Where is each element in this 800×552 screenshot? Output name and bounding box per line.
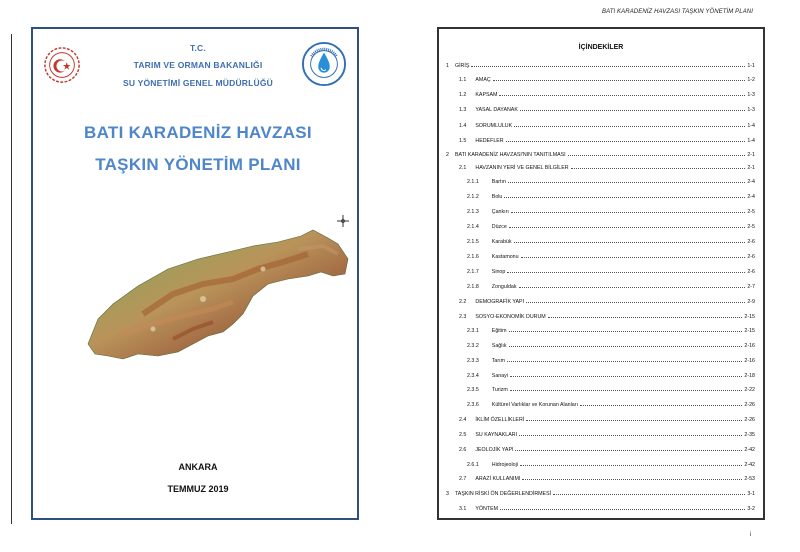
toc-entry[interactable] [467,384,755,393]
toc-entry-page: 2-15 [744,328,755,334]
toc-entry[interactable] [459,311,755,320]
toc-entry-number: 2.3.6 [467,402,479,408]
toc-entry[interactable] [459,104,755,113]
toc-entry-label: SU KAYNAKLARI [475,432,518,438]
toc-entry[interactable] [459,444,755,453]
toc-entry-page: 1-3 [747,107,755,113]
toc-entry[interactable] [467,176,755,185]
toc-entry-number: 2.1.5 [467,239,479,245]
toc-entry[interactable] [459,503,755,512]
toc-entry-page: 2-1 [747,165,755,171]
toc-entry-page: 2-5 [747,224,755,230]
toc-leader-dots [571,168,746,169]
org-line-directorate: SU YÖNETİMİ GENEL MÜDÜRLÜĞÜ [122,78,274,88]
toc-entry-label: SORUMLULUK [475,123,513,129]
toc-entry-page: 2-7 [747,284,755,290]
toc-heading: İÇİNDEKİLER [578,44,624,51]
toc-entry-page: 1-1 [747,63,755,69]
cover-title-line2: TAŞKIN YÖNETİM PLANI [95,155,301,174]
toc-entry-page: 2-42 [744,462,755,468]
ministry-emblem-icon [43,46,81,84]
toc-entry-label: DEMOGRAFİK YAPI [475,299,525,305]
toc-entry[interactable] [459,296,755,305]
toc-entry-page: 2-26 [744,402,755,408]
toc-leader-dots [568,155,746,156]
toc-entry-number: 2.1.8 [467,284,479,290]
toc-entry[interactable] [467,236,755,245]
toc-entry-page: 1-2 [747,77,755,83]
toc-entry-label: Çankırı [491,209,509,215]
toc-leader-dots [504,197,745,198]
toc-entry[interactable] [459,429,755,438]
water-directorate-seal-icon [301,41,347,87]
crosshair-cursor-icon [337,215,349,227]
toc-entry-page: 2-35 [744,432,755,438]
toc-entry-page: 2-22 [744,387,755,393]
toc-leader-dots [580,405,742,406]
toc-leader-dots [526,420,742,421]
toc-entry-label: AMAÇ [475,77,491,83]
toc-entry[interactable] [446,488,755,497]
toc-entry-page: 2-6 [747,239,755,245]
toc-entry-label: HAVZANIN YERİ VE GENEL BİLGİLER [475,165,569,171]
toc-entry-number: 2.3.4 [467,373,479,379]
toc-entry[interactable] [467,281,755,290]
toc-entry-label: Zonguldak [491,284,517,290]
toc-leader-dots [510,390,743,391]
toc-entry[interactable] [459,162,755,171]
toc-leader-dots [500,509,745,510]
toc-entry-label: TAŞKIN RİSKİ ÖN DEĞERLENDİRMESİ [454,491,552,497]
toc-entry-number: 2.1.7 [467,269,479,275]
toc-entry-number: 2.1.3 [467,209,479,215]
toc-leader-dots [509,227,746,228]
toc-entry-page: 2-16 [744,343,755,349]
toc-entry-page: 1-4 [747,138,755,144]
toc-leader-dots [511,212,745,213]
toc-entry-page: 2-16 [744,358,755,364]
toc-entry-page: 2-6 [747,254,755,260]
toc-leader-dots [507,272,745,273]
toc-entry[interactable] [467,459,755,468]
toc-entry-label: Bolu [491,194,503,200]
toc-entry-page: 2-6 [747,269,755,275]
cover-page [31,27,359,520]
toc-page [437,27,765,520]
toc-entry-number: 1 [446,63,449,69]
toc-leader-dots [548,317,743,318]
toc-entry-page: 2-15 [744,314,755,320]
toc-entry[interactable] [467,266,755,275]
toc-leader-dots [509,346,743,347]
toc-entry-page: 2-5 [747,209,755,215]
toc-entry[interactable] [467,340,755,349]
toc-entry-page: 2-1 [747,152,755,158]
toc-entry[interactable] [446,149,755,158]
toc-entry-label: Kültürel Varlıklar ve Korunan Alanları [491,402,578,408]
toc-entry-page: 3-2 [747,506,755,512]
page-number: i [750,532,752,538]
org-line-tc: T.C. [190,43,206,53]
toc-entry-page: 2-53 [744,476,755,482]
toc-entry-page: 2-42 [744,447,755,453]
toc-entry-number: 2.3.5 [467,387,479,393]
toc-entry-number: 3.1 [459,506,467,512]
toc-entry[interactable] [446,60,755,69]
toc-leader-dots [522,479,742,480]
toc-leader-dots [521,257,746,258]
toc-entry-label: GİRİŞ [454,63,470,69]
toc-leader-dots [526,302,745,303]
toc-entry-number: 2.4 [459,417,467,423]
toc-entry-label: ARAZİ KULLANIMI [475,476,521,482]
cover-date: TEMMUZ 2019 [167,484,229,494]
toc-entry-number: 1.2 [459,92,467,98]
toc-entry-number: 1.1 [459,77,467,83]
toc-entry-label: Hidrojeoloji [491,462,518,468]
toc-entry-number: 1.5 [459,138,467,144]
toc-entry[interactable] [467,191,755,200]
toc-leader-dots [493,80,746,81]
toc-leader-dots [520,110,745,111]
toc-entry-number: 2.3 [459,314,467,320]
toc-entry-number: 2.1 [459,165,467,171]
toc-entry-number: 2.1.1 [467,179,479,185]
cover-city: ANKARA [178,462,218,472]
toc-entry-page: 2-18 [744,373,755,379]
toc-entry-number: 2.7 [459,476,467,482]
toc-leader-dots [520,465,742,466]
toc-leader-dots [514,242,746,243]
toc-entry-number: 2.3.1 [467,328,479,334]
toc-entry-label: Karabük [491,239,512,245]
toc-entry-label: Tarım [491,358,506,364]
toc-leader-dots [499,95,745,96]
toc-entry-number: 2.1.4 [467,224,479,230]
toc-entry-label: YÖNTEM [475,506,499,512]
toc-entry-label: Bartın [491,179,506,185]
toc-entry-page: 2-26 [744,417,755,423]
toc-entry-number: 1.3 [459,107,467,113]
toc-entry-label: Kastamonu [491,254,519,260]
toc-entry-number: 2.1.2 [467,194,479,200]
toc-entry-label: SOSYO-EKONOMİK DURUM [475,314,546,320]
toc-entry[interactable] [459,414,755,423]
toc-entry[interactable] [467,399,755,408]
toc-leader-dots [515,450,742,451]
toc-entry-label: JEOLOJİK YAPI [475,447,514,453]
toc-leader-dots [519,287,746,288]
left-margin-rule [11,34,12,524]
toc-entry[interactable] [467,251,755,260]
toc-entry-number: 1.4 [459,123,467,129]
toc-entry-label: Sanayi [491,373,508,379]
cover-title-line1: BATI KARADENİZ HAVZASI [84,123,312,142]
toc-entry-number: 2.1.6 [467,254,479,260]
toc-entry[interactable] [467,355,755,364]
toc-entry-label: Turizm [491,387,508,393]
toc-entry[interactable] [467,221,755,230]
toc-entry-number: 2.6.1 [467,462,479,468]
toc-entry[interactable] [459,74,755,83]
toc-entry-number: 2.3.3 [467,358,479,364]
org-line-ministry: TARIM VE ORMAN BAKANLIĞI [133,60,263,70]
toc-entry-label: Sinop [491,269,506,275]
toc-entry-page: 1-4 [747,123,755,129]
toc-leader-dots [553,494,745,495]
toc-entry[interactable] [467,325,755,334]
toc-entry-page: 2-4 [747,194,755,200]
toc-entry-label: HEDEFLER [475,138,504,144]
toc-entry-label: Eğitim [491,328,507,334]
toc-entry[interactable] [459,473,755,482]
toc-entry-number: 2.2 [459,299,467,305]
toc-leader-dots [519,435,742,436]
toc-entry[interactable] [459,120,755,129]
toc-leader-dots [510,376,742,377]
toc-entry[interactable] [459,89,755,98]
toc-entry-number: 3 [446,491,449,497]
toc-leader-dots [509,331,743,332]
toc-entry-number: 2.3.2 [467,343,479,349]
toc-entry[interactable] [467,370,755,379]
toc-leader-dots [507,361,742,362]
toc-entry-label: İKLİM ÖZELLİKLERİ [475,417,525,423]
toc-entry-label: BATI KARADENİZ HAVZASI'NIN TANITILMASI [454,152,566,158]
toc-leader-dots [471,66,745,67]
toc-entry-page: 1-3 [747,92,755,98]
toc-entry-label: KAPSAM [475,92,498,98]
basin-relief-map [83,224,358,369]
toc-leader-dots [514,126,745,127]
toc-entry[interactable] [467,206,755,215]
toc-entry-page: 2-4 [747,179,755,185]
toc-leader-dots [506,141,746,142]
running-header: BATI KARADENİZ HAVZASI TAŞKIN YÖNETİM PLANI [602,9,753,15]
toc-entry-number: 2.5 [459,432,467,438]
toc-entry-page: 2-9 [747,299,755,305]
toc-entry[interactable] [459,135,755,144]
toc-entry-page: 3-1 [747,491,755,497]
toc-entry-label: Sağlık [491,343,507,349]
toc-entry-number: 2 [446,152,449,158]
toc-leader-dots [508,182,745,183]
toc-entry-label: YASAL DAYANAK [475,107,518,113]
toc-entry-label: Düzce [491,224,507,230]
toc-entry-number: 2.6 [459,447,467,453]
